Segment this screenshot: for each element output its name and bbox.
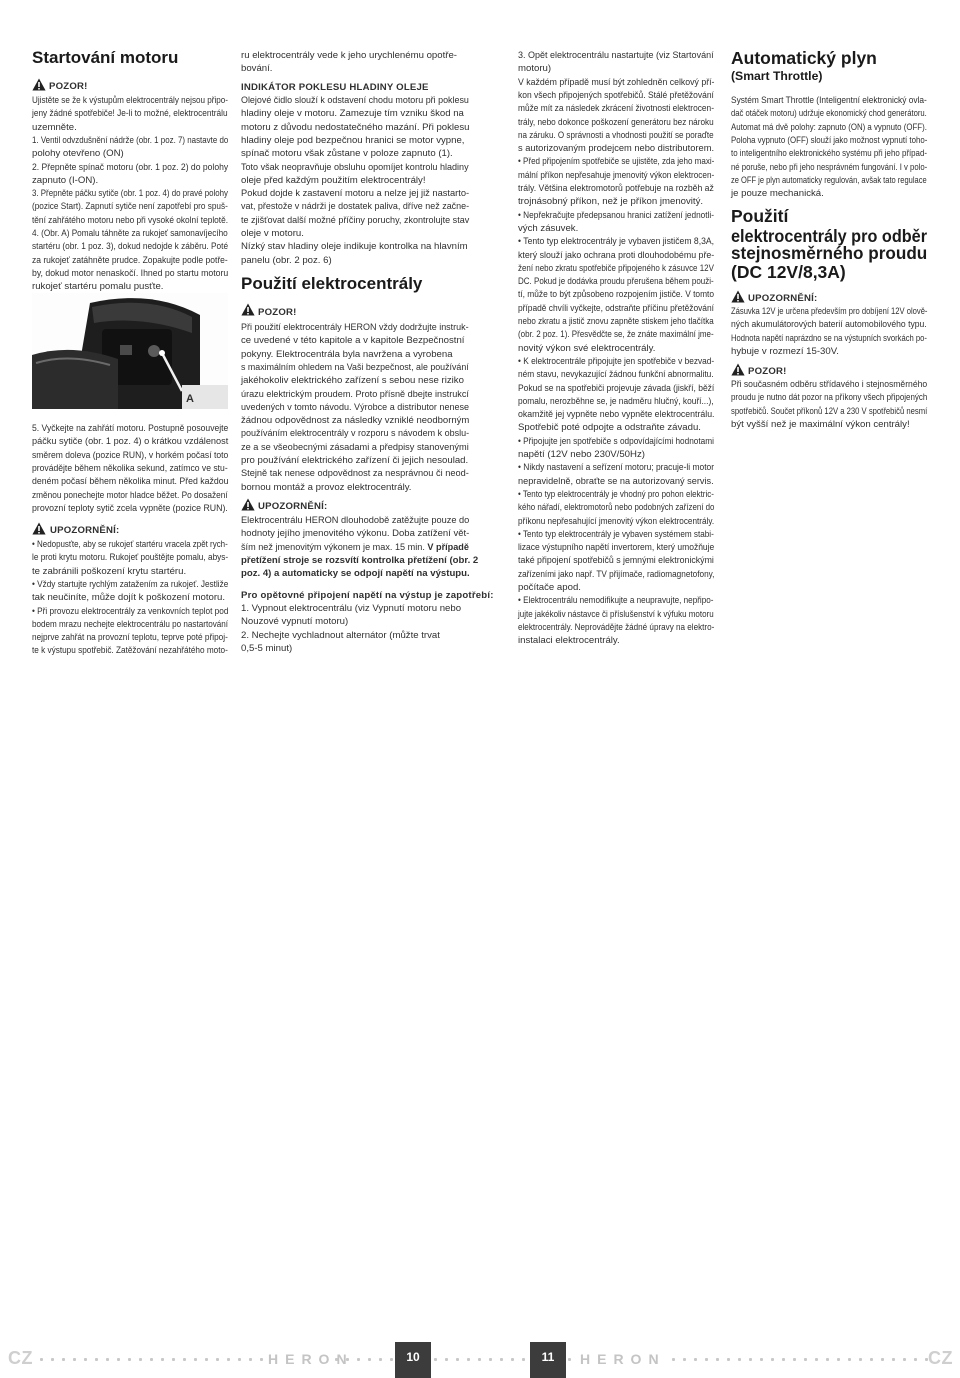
text-line: jakéhokoliv elektrického zařízení s sebou nese riziko (241, 375, 464, 387)
decorative-dot (672, 1358, 675, 1361)
text-line: který slouží jako ochrana proti dlouhodobému pře- (518, 249, 715, 261)
text-line: je pouze mechanická. (731, 188, 824, 200)
text-line: motoru z důvodu nedostatečného mazání. Při poklesu (241, 121, 470, 133)
text-line: uvedených v tomto návodu. Výrobce a distributor nenese (241, 401, 470, 413)
decorative-dot (804, 1358, 807, 1361)
decorative-dot (445, 1358, 448, 1361)
text-line: provádějte během několika sekund, zatímco ve stu- (32, 462, 228, 474)
text-line: Systém Smart Throttle (Inteligentní elektronický ovla- (731, 95, 927, 106)
text-line: Elektrocentrálu HERON dlouhodobě zatěžujte pouze do (241, 515, 470, 526)
text-line: trály, nebo dokonce poškození generátoru bez nároku (518, 116, 714, 128)
decorative-dot (826, 1358, 829, 1361)
text-line: vat, přestože v nádrži je dostatek paliva, dříve než začne- (241, 201, 470, 213)
decorative-dot (694, 1358, 697, 1361)
warning-label: POZOR! (49, 81, 88, 92)
decorative-dot (848, 1358, 851, 1361)
decorative-dot (62, 1358, 65, 1361)
text-line: hladiny oleje pod bezpečnou hranici se motor vypne, (241, 134, 465, 146)
text-line: ce uvedené v této kapitole a v kapitole Bezpečnostní (241, 335, 465, 347)
text-line: může mít za následek zkrácení životnosti elektrocen- (518, 103, 715, 115)
text-line: 5. Vyčkejte na zahřátí motoru. Postupně posouvejte (32, 423, 229, 434)
text-line: elektrocentrály. Neprovádějte žádné úpravy na elektro- (518, 621, 715, 633)
decorative-dot (172, 1358, 175, 1361)
text-line: Při současném odběru střídavého i stejnosměrného (731, 379, 928, 390)
decorative-dot (716, 1358, 719, 1361)
text-line: poz. 4) a automaticky se odpojí napětí na výstupu. (241, 568, 470, 580)
text-line: zařízeními jako např. TV přijímače, radiomagnetofony, (518, 568, 715, 580)
text-line: kého nářadí, elektromotorů nebo podobných zařízení do (518, 502, 715, 514)
text-line: spotřebičů. Součet příkonů 12V a 230 V spotřebičů nesmí (731, 405, 928, 417)
text-line: Při použití elektrocentrály HERON vždy dodržujte instruk- (241, 322, 469, 333)
text-line: Zásuvka 12V je určena především pro dobíjení 12V olově- (731, 306, 928, 317)
decorative-dot (727, 1358, 730, 1361)
decorative-dot (815, 1358, 818, 1361)
decorative-dot (128, 1358, 131, 1361)
section-title-dc-output: stejnosměrného proudu (731, 243, 928, 263)
text-line: • Tento typ elektrocentrály je vybaven systémem stabi- (518, 528, 714, 540)
text-line: ru elektrocentrály vede k jeho urychlenému opotře- (241, 50, 457, 61)
decorative-dot (760, 1358, 763, 1361)
text-line: nepravidelně, obraťte se na autorizovaný servis. (518, 475, 714, 487)
decorative-dot (870, 1358, 873, 1361)
text-line: ze OFF je plyn automaticky regulován, avšak tato regulace (731, 174, 927, 186)
decorative-dot (205, 1358, 208, 1361)
text-line: polohy otevřeno (ON) (32, 148, 124, 160)
decorative-dot (51, 1358, 54, 1361)
page-number-right: 11 (530, 1342, 566, 1378)
decorative-dot (500, 1358, 503, 1361)
decorative-dot (249, 1358, 252, 1361)
text-line: bornou montáž a provoz elektrocentrály. (241, 481, 412, 493)
text-line: pro používání elektrického zařízení či jejich nesoulad. (241, 455, 469, 466)
text-line: oleje v motoru. (241, 228, 304, 239)
decorative-dot (793, 1358, 796, 1361)
decorative-dot (738, 1358, 741, 1361)
text-line: ze a se všeobecnými zásadami a předpisy stanovenými (241, 441, 469, 453)
text-line: ším než jmenovitým výkonem je max. 15 min. V případě (241, 541, 469, 553)
text-line: nejprve zahřát na provozní teplotu, teprve poté připoj- (32, 632, 228, 644)
text-line: trály. Většina elektromotorů potřebuje na rozběh až (518, 183, 714, 194)
decorative-dot (914, 1358, 917, 1361)
text-line: jeny žádné spotřebiče! Je-li to možné, elektrocentrálu (32, 108, 228, 120)
oil-indicator-heading: INDIKÁTOR POKLESU HLADINY OLEJE (241, 82, 429, 93)
decorative-dot (925, 1358, 928, 1361)
inline-bold-text: V případě (424, 541, 469, 553)
section-title-dc-output: (DC 12V/8,3A) (731, 262, 846, 282)
decorative-dot (227, 1358, 230, 1361)
text-line: provozní teploty sytič zcela vypněte (pozice RUN). (32, 502, 228, 514)
figure-label: A (186, 393, 194, 405)
text-line: směrem doleva (pozice RUN), v horkém počasí toto (32, 449, 229, 461)
text-line: za rukojeť zatáhněte prudce. Zopakujte podle potře- (32, 254, 228, 266)
decorative-dot (238, 1358, 241, 1361)
text-line: le proti krytu motoru. Rukojeť pouštějte pomalu, abys- (32, 552, 229, 564)
text-line: s autorizovaným prodejcem nebo distributorem. (518, 143, 715, 155)
text-line: to inteligentního elektronického systému při jeho případ- (731, 148, 927, 160)
decorative-dot (216, 1358, 219, 1361)
text-line: Olejové čidlo slouží k odstavení chodu motoru při poklesu (241, 95, 469, 106)
decorative-dot (260, 1358, 263, 1361)
text-line: • Před připojením spotřebiče se ujistěte, zda jeho maxi- (518, 156, 715, 168)
text-line: spínač motoru však zůstane v poloze zapnuto (1). (241, 148, 453, 160)
text-line: né poruše, nebo při jeho nesprávném fungování. I v polo- (731, 161, 928, 173)
text-line: Stejně tak nenese odpovědnost za nesprávnou či neod- (241, 468, 469, 480)
decorative-dot (683, 1358, 686, 1361)
text-line: 3. Přepněte páčku sytiče (obr. 1 poz. 4) do pravé polohy (32, 188, 228, 200)
decorative-dot (837, 1358, 840, 1361)
text-line: • Při provozu elektrocentrály za venkovních teplot pod (32, 605, 229, 617)
text-line: Automat má dvě polohy: zapnuto (ON) a vypnuto (OFF). (731, 121, 927, 133)
text-line: případě chvíli vyčkejte, odstraňte příčinu přetěžování (518, 302, 714, 314)
text-line: Poloha vypnuto (OFF) slouží jako možnost vypnutí toho- (731, 134, 928, 146)
decorative-dot (771, 1358, 774, 1361)
decorative-dot (73, 1358, 76, 1361)
warning-label: POZOR! (258, 307, 297, 318)
page-footer (0, 668, 960, 1368)
section-title-engine-start: Startování motoru (32, 48, 179, 67)
text-line: oleje před každým použitím elektrocentrály! (241, 174, 426, 186)
text-line: žádnou odpovědnost za následky vzniklé neodborným (241, 415, 470, 427)
decorative-dot (368, 1358, 371, 1361)
text-line: 0,5-5 minut) (241, 642, 293, 654)
text-line: vých zásuvek. (518, 222, 579, 234)
text-line: bování. (241, 63, 273, 75)
text-line: • Nepřekračujte předepsanou hranici zatížení jednotli- (518, 209, 714, 221)
page-number-left: 10 (395, 1342, 431, 1378)
text-line: • Elektrocentrálu nemodifikujte a neupravujte, nepřipo- (518, 595, 714, 607)
text-line: pomalu, nerozběhne se, je nadměru hlučný, kouří...), (518, 395, 714, 407)
text-line: • Nedopusťte, aby se rukojeť startéru vracela zpět rych- (32, 539, 228, 550)
text-line: V každém případě musí být zohledněn celkový pří- (518, 76, 715, 88)
text-line: Nouzové vypnutí motoru) (241, 616, 349, 628)
text-line: panelu (obr. 2 poz. 6) (241, 254, 332, 266)
text-line: s maximálním ohledem na Vaši bezpečnost, ale používání (241, 361, 469, 373)
decorative-dot (903, 1358, 906, 1361)
text-line: tí, může to být způsobeno rozpojením jističe. V tomto (518, 289, 715, 301)
reconnect-heading: Pro opětovné připojení napětí na výstup je zapotřebí: (241, 590, 494, 601)
text-line: zapnuto (I-ON). (32, 174, 99, 186)
text-line: • Připojujte jen spotřebiče s odpovídajícími hodnotami (518, 435, 714, 447)
decorative-dot (106, 1358, 109, 1361)
text-line: lizace výstupního napětí invertorem, který umožňuje (518, 542, 715, 554)
text-line: hladiny oleje v motoru. Zamezuje tím vzniku škod na (241, 108, 464, 120)
text-line: páčku sytiče (obr. 1 poz. 4) o krátkou vzdálenost (32, 436, 229, 448)
text-line: Pokud se na spotřebiči projevuje závada (jiskří, běží (518, 382, 715, 394)
decorative-dot (390, 1358, 393, 1361)
decorative-dot (95, 1358, 98, 1361)
text-line: Toto však neopravňuje obsluhu opomíjet kontrolu hladiny (241, 161, 469, 173)
text-line: • Tento typ elektrocentrály je vhodný pro pohon elektric- (518, 488, 714, 500)
brand-logo-right: HERON (580, 1351, 666, 1367)
decorative-dot (379, 1358, 382, 1361)
text-line: te zabránili poškození krytu startéru. (32, 565, 187, 577)
decorative-dot (892, 1358, 895, 1361)
text-line: změnou ponechejte motor hladce běžet. Po dosažení (32, 489, 228, 501)
decorative-dot (183, 1358, 186, 1361)
text-line: pokyny. Elektrocentrála byla navržena a vyrobena (241, 348, 453, 360)
decorative-dot (161, 1358, 164, 1361)
decorative-dot (194, 1358, 197, 1361)
text-line: dač otáček motoru) udržuje ekonomický chod generátoru. (731, 108, 927, 120)
text-line: deném počasí během několika minut. Před každou (32, 476, 229, 488)
decorative-dot (522, 1358, 525, 1361)
text-line: být vyšší než je maximální výkon centrály! (731, 418, 910, 430)
decorative-dot (489, 1358, 492, 1361)
text-line: • Vždy startujte rychlým zatažením za rukojeť. Jestliže (32, 578, 229, 590)
caution-label: UPOZORNĚNÍ: (258, 501, 328, 512)
text-line: Spotřebič poté odpojte a odstraňte závadu. (518, 422, 701, 434)
text-line: ném stavu, nevykazující žádnou funkční abnormalitu. (518, 369, 714, 381)
text-line: (pozice Start). Zapnutí sytiče není zapotřebí pro spuš- (32, 201, 228, 213)
decorative-dot (782, 1358, 785, 1361)
text-line: jujte jakékoliv nástavce či příslušenství k výfuku motoru (518, 608, 714, 620)
warning-triangle-icon (731, 363, 745, 376)
decorative-dot (84, 1358, 87, 1361)
text-line: te zjišťovat další možné příčiny poruchy, zkontrolujte stav (241, 214, 470, 226)
decorative-dot (478, 1358, 481, 1361)
text-line: DC. Pokud je dodávka proudu přerušena během použi- (518, 276, 714, 288)
text-line: úrazu elektrickým proudem. Proto přísně dbejte instrukcí (241, 388, 469, 400)
warning-triangle-icon (241, 303, 255, 316)
decorative-dot (467, 1358, 470, 1361)
section-title-dc-output: elektrocentrály pro odběr (731, 226, 928, 246)
warning-triangle-icon (32, 522, 46, 535)
caution-label: UPOZORNĚNÍ: (748, 293, 818, 304)
decorative-dot (511, 1358, 514, 1361)
section-title-smart-throttle: Automatický plyn (731, 48, 877, 68)
text-line: 3. Opět elektrocentrálu nastartujte (viz Startování (518, 50, 714, 61)
text-line: také připojení spotřebičů s jemnými elektronickými (518, 555, 714, 567)
starter-pull-photo (32, 293, 228, 409)
text-line: startéru (obr. 1 poz. 3), dokud nedojde k záběru. Poté (32, 241, 229, 253)
text-line: nebo zkratu a jistič znovu zapněte stiskem jeho tlačítka (518, 316, 714, 327)
decorative-dot (749, 1358, 752, 1361)
text-line: Nízký stav hladiny oleje indikuje kontrolka na hlavním (241, 241, 468, 253)
text-line: bodem mrazu nechejte elektrocentrálu po nastartování (32, 618, 229, 630)
section-subtitle: (Smart Throttle) (731, 69, 823, 83)
text-line: • Tento typ elektrocentrály je vybaven jističem 8,3A, (518, 236, 715, 248)
text-line: (obr. 2 poz. 1). Přesvědčte se, že znáte maximální jme- (518, 329, 714, 341)
decorative-dot (705, 1358, 708, 1361)
text-line: proudu je nutno dát pozor na příkony všech připojených (731, 392, 928, 404)
decorative-dot (117, 1358, 120, 1361)
section-title-generator-use: Použití elektrocentrály (241, 274, 423, 293)
decorative-dot (568, 1358, 571, 1361)
warning-triangle-icon (32, 78, 46, 91)
brand-logo-left: HERON (268, 1351, 354, 1367)
text-line: Hodnota napětí naprázdno se na výstupních svorkách po- (731, 332, 927, 344)
text-line: hybuje v rozmezí 15-30V. (731, 345, 839, 357)
text-line: novitý výkon své elektrocentrály. (518, 342, 656, 354)
text-line: Ujistěte se že k výstupům elektrocentrály nejsou připo- (32, 95, 229, 106)
text-line: ných akumulátorových baterií automobilového typu. (731, 319, 927, 331)
text-line: trojnásobný příkon, než je příkon jmenovitý. (518, 196, 704, 208)
text-line: kon všech připojených spotřebičů. Stálé přetěžování (518, 89, 714, 101)
text-line: 4. (Obr. A) Pomalu táhněte za rukojeť samonavíjecího (32, 228, 228, 239)
warning-label: POZOR! (748, 366, 787, 377)
caution-label: UPOZORNĚNÍ: (50, 525, 120, 536)
text-line: počítače apod. (518, 582, 581, 593)
text-line: příkonu nepřesahující jmenovitý výkon elektrocentrály. (518, 515, 715, 527)
decorative-dot (357, 1358, 360, 1361)
text-line: 2. Nechejte vychladnout alternátor (můžte trvat (241, 629, 440, 641)
decorative-dot (859, 1358, 862, 1361)
text-line: uzemněte. (32, 121, 77, 133)
text-line: okamžitě jej vypněte nebo vypněte elektrocentrálu. (518, 409, 715, 421)
text-line: přetížení stroje se rozsvítí kontrolka přetížení (obr. 2 (241, 554, 479, 566)
decorative-dot (150, 1358, 153, 1361)
text-line: Pokud dojde k zastavení motoru a nelze jej již nastarto- (241, 188, 470, 200)
text-line: 1. Ventil odvzdušnění nádrže (obr. 1 poz. 7) nastavte do (32, 134, 229, 146)
language-code-right: CZ (928, 1348, 953, 1368)
text-line: žení nebo zkratu spotřebiče připojeného k zásuvce 12V (518, 262, 714, 274)
text-line: používáním elektrocentrály v rozporu s návodem k obslu- (241, 428, 470, 440)
warning-triangle-icon (241, 498, 255, 511)
text-line: rukojeť startéru pomalu pusťte. (32, 281, 164, 293)
text-line: • K elektrocentrále připojujte jen spotřebiče v bezvad- (518, 355, 715, 367)
text-line: by, dokud motor nenaskočí. Ihned po startu motoru (32, 267, 229, 279)
text-line: 2. Přepněte spínač motoru (obr. 1 poz. 2) do polohy (32, 161, 229, 173)
text-line: hodnoty jejího jmenovitého výkonu. Doba zatížení vět- (241, 528, 470, 540)
text-line: • Nikdy nastavení a seřízení motoru; pracuje-li motor (518, 462, 715, 474)
warning-triangle-icon (731, 290, 745, 303)
text-line: napětí (12V nebo 230V/50Hz) (518, 449, 645, 460)
text-line: tak neučiníte, může dojít k poškození motoru. (32, 592, 226, 604)
decorative-dot (881, 1358, 884, 1361)
decorative-dot (40, 1358, 43, 1361)
decorative-dot (456, 1358, 459, 1361)
text-line: te k výstupu spotřebič. Zatěžování nezahřátého moto- (32, 645, 228, 657)
decorative-dot (434, 1358, 437, 1361)
language-code-left: CZ (8, 1348, 33, 1368)
text-line: 1. Vypnout elektrocentrálu (viz Vypnutí motoru nebo (241, 603, 462, 614)
text-line: mální příkon nepřesahuje jmenovitý výkon elektrocen- (518, 169, 715, 181)
text-line: na záruku. O správnosti a vhodnosti použití se poraďte (518, 129, 714, 141)
text-line: instalaci elektrocentrály. (518, 635, 620, 647)
text-line: tění zahřátého motoru nebo při vysoké okolní teplotě. (32, 214, 229, 226)
section-title-dc-output: Použití (731, 206, 789, 226)
text-line: motoru) (518, 63, 552, 75)
decorative-dot (139, 1358, 142, 1361)
